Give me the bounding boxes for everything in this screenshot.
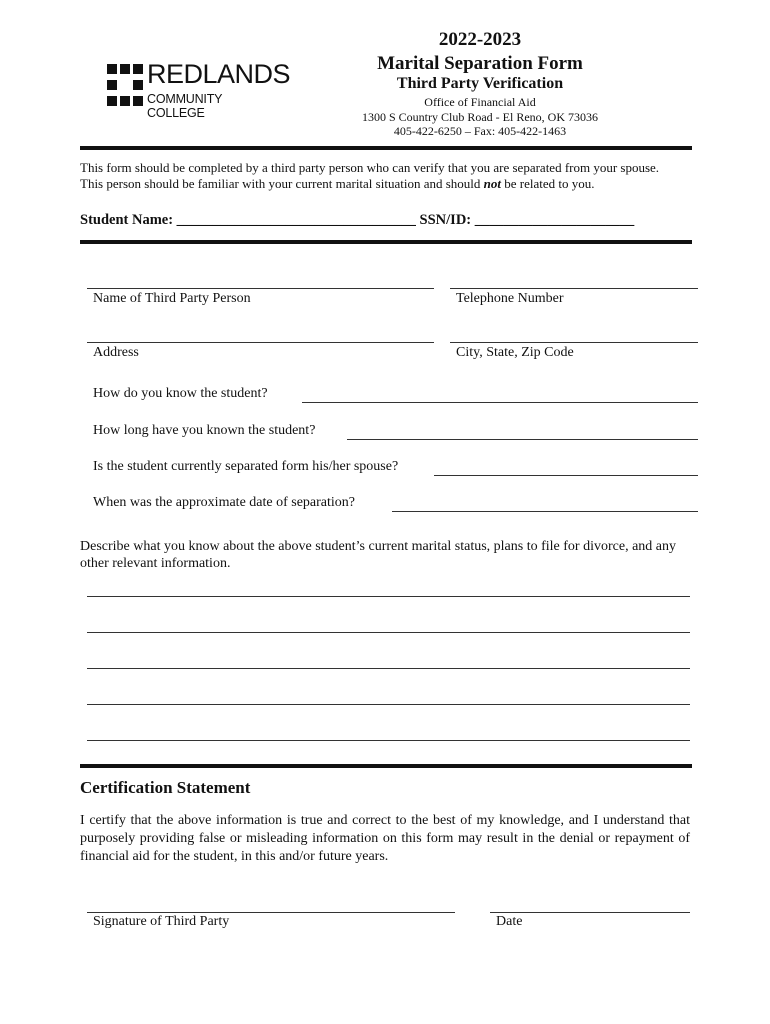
logo-squares-icon (107, 64, 147, 108)
form-year: 2022-2023 (438, 29, 522, 50)
question-separation-date: When was the approximate date of separation? (93, 495, 356, 510)
question-separated: Is the student currently separated form his/her spouse? (93, 459, 399, 474)
signature-field[interactable] (87, 912, 455, 913)
third-party-name-label: Name of Third Party Person (93, 291, 251, 306)
form-title: Marital Separation Form (377, 53, 583, 74)
question-how-long: How long have you known the student? (93, 423, 316, 438)
address-field[interactable] (87, 342, 434, 343)
certification-heading: Certification Statement (80, 778, 251, 797)
office-address: 1300 S Country Club Road - El Reno, OK 73036 (362, 110, 598, 124)
intro-line-2-post: be related to you. (501, 176, 595, 191)
intro-emphasis: not (483, 176, 501, 191)
separation-date-field[interactable] (392, 511, 698, 512)
how-long-field[interactable] (347, 439, 698, 440)
signature-label: Signature of Third Party (93, 914, 230, 929)
telephone-field[interactable] (450, 288, 698, 289)
description-line[interactable] (87, 704, 690, 705)
description-line[interactable] (87, 740, 690, 741)
certification-text: I certify that the above information is true and correct to the best of my knowledge, and I understand that purposely providing false or misleading information on this form may result in the denial or repayment of financial aid for the student, in this and/or future years. (80, 813, 690, 864)
intro-line-2-pre: This person should be familiar with your current marital situation and should (80, 176, 484, 191)
city-state-zip-field[interactable] (450, 342, 698, 343)
student-divider (80, 240, 692, 244)
logo-name: REDLANDS (147, 59, 291, 89)
city-state-zip-label: City, State, Zip Code (456, 345, 574, 360)
student-info-line (80, 212, 634, 229)
header-divider (80, 146, 692, 150)
form-subtitle: Third Party Verification (396, 75, 564, 92)
ssn-label: SSN/ID: (415, 212, 475, 228)
intro-line-1: This form should be completed by a third party person who can verify that you are separated from your spouse. (80, 160, 660, 175)
question-how-know: How do you know the student? (93, 386, 268, 401)
description-line[interactable] (87, 596, 690, 597)
separated-field[interactable] (434, 475, 698, 476)
date-label: Date (496, 914, 523, 929)
how-know-field[interactable] (302, 402, 698, 403)
telephone-label: Telephone Number (456, 291, 564, 306)
office-phone: 405-422-6250 – Fax: 405-422-1463 (393, 124, 567, 138)
college-logo (107, 59, 291, 120)
description-line[interactable] (87, 632, 690, 633)
certification-divider (80, 764, 692, 768)
describe-prompt: Describe what you know about the above student’s current marital status, plans to file for divorce, and any other relevant information. (80, 539, 676, 571)
student-name-field[interactable]: _________________________________ (176, 212, 416, 228)
description-line[interactable] (87, 668, 690, 669)
intro-text (80, 160, 700, 192)
third-party-name-field[interactable] (87, 288, 434, 289)
ssn-field[interactable]: ______________________ (474, 212, 635, 228)
address-label: Address (93, 345, 139, 360)
student-name-label: Student Name: (80, 212, 177, 228)
date-field[interactable] (490, 912, 690, 913)
intro-line-2 (80, 176, 700, 192)
logo-subtitle: COMMUNITY COLLEGE (147, 92, 223, 120)
office-name: Office of Financial Aid (424, 95, 536, 109)
